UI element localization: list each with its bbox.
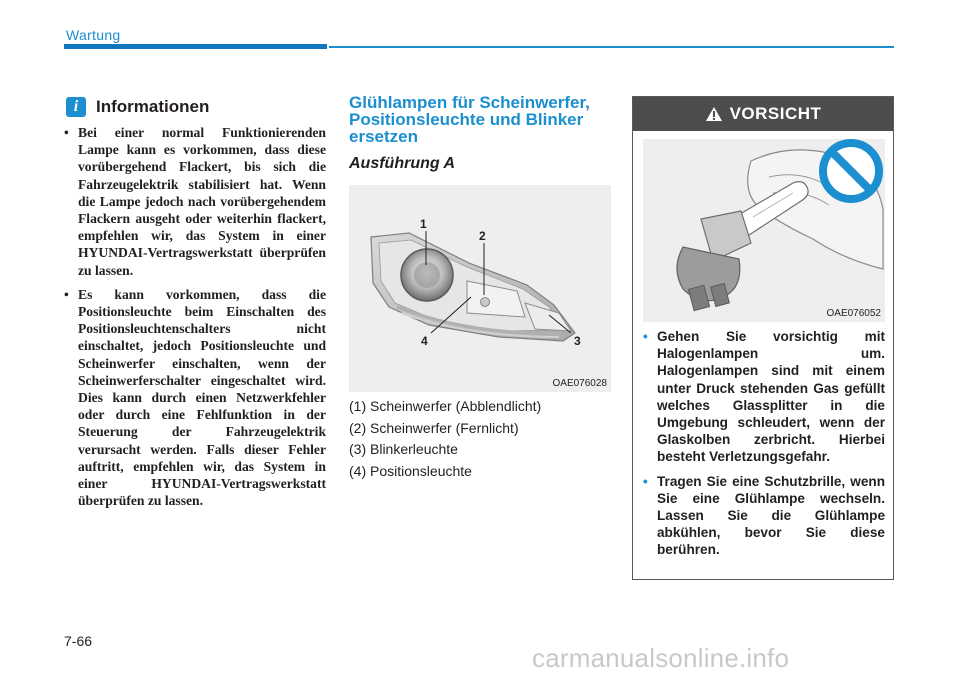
caution-item: • Gehen Sie vorsichtig mit Halogenlampen um. Halogenlampen sind mit einem unter Druck stehenden Gas gefüllt welches Glassplitter in die Umgebung schleudert, wenn der Glaskolben zerbricht. Hierbei besteht Verletzungsgefahr.: [643, 328, 885, 466]
header-rule-dark: [64, 44, 327, 49]
info-item: • Bei einer normal Funktionierenden Lampe kann es vorkommen, dass diese vorübergehend Flackert, bis sich die Fahrzeugelektrik stabilisiert hat. Wenn die Lampe jedoch nach vorübergehendem Flackern ausgeht oder weiterhin flackert, empfehlen wir, das System in einer HYUNDAI-Vertragswerkstatt überprüfen zu lassen.: [64, 124, 326, 279]
bulb-handling-figure: [643, 139, 885, 322]
figure-code: OAE076052: [826, 308, 881, 319]
section-title: Wartung: [66, 27, 121, 43]
callout-1: 1: [420, 217, 427, 231]
info-item: • Es kann vorkommen, dass die Positionsleuchte beim Einschalten des Positionsleuchtenschalters nicht einschaltet, jedoch Positionsleuchte und Scheinwerfer einschalten, wenn der Scheinwerferschalter eingeschaltet wird. Dies kann durch einen Netzwerkfehler oder durch eine Fehlfunktion in der Steuerung der Fahrzeugelektrik verursacht werden. Falls dieser Fehler auftritt, empfehlen wir, das System in einer HYUNDAI-Vertragswerkstatt überprüfen zu lassen.: [64, 286, 326, 510]
headlamp-illustration: [349, 185, 611, 392]
info-icon: i: [66, 97, 86, 117]
bulb-illustration: [643, 139, 885, 322]
info-title: Informationen: [96, 97, 210, 116]
section-subheading: Ausführung A: [349, 155, 456, 172]
watermark: carmanualsonline.info: [532, 643, 790, 673]
legend-item: (4) Positionsleuchte: [349, 462, 472, 479]
caution-title: VORSICHT: [729, 104, 822, 123]
callout-4: 4: [421, 334, 428, 348]
legend-item: (3) Blinkerleuchte: [349, 441, 458, 457]
caution-box: [632, 96, 894, 580]
info-heading: [66, 96, 209, 118]
page-number: 7-66: [64, 633, 93, 649]
warning-icon: [705, 106, 723, 122]
legend-item: (1) Scheinwerfer (Abblendlicht): [349, 398, 542, 414]
caution-list: [643, 328, 885, 566]
caution-item: • Tragen Sie eine Schutzbrille, wenn Sie eine Glühlampe wechseln. Lassen Sie die Glühlampe abkühlen, bevor Sie diese berühren.: [643, 473, 885, 559]
info-body: [64, 124, 326, 516]
callout-3: 3: [574, 334, 581, 348]
callout-2: 2: [479, 229, 486, 243]
section-heading: Glühlampen für Scheinwerfer, Positionsleuchte und Blinker ersetzen: [349, 93, 590, 146]
figure-legend: [349, 396, 541, 482]
legend-item: (2) Scheinwerfer (Fernlicht): [349, 419, 519, 436]
headlamp-figure: [349, 185, 611, 392]
header-rule-light: [329, 46, 894, 48]
caution-header: [633, 97, 893, 131]
figure-code: OAE076028: [552, 378, 607, 389]
